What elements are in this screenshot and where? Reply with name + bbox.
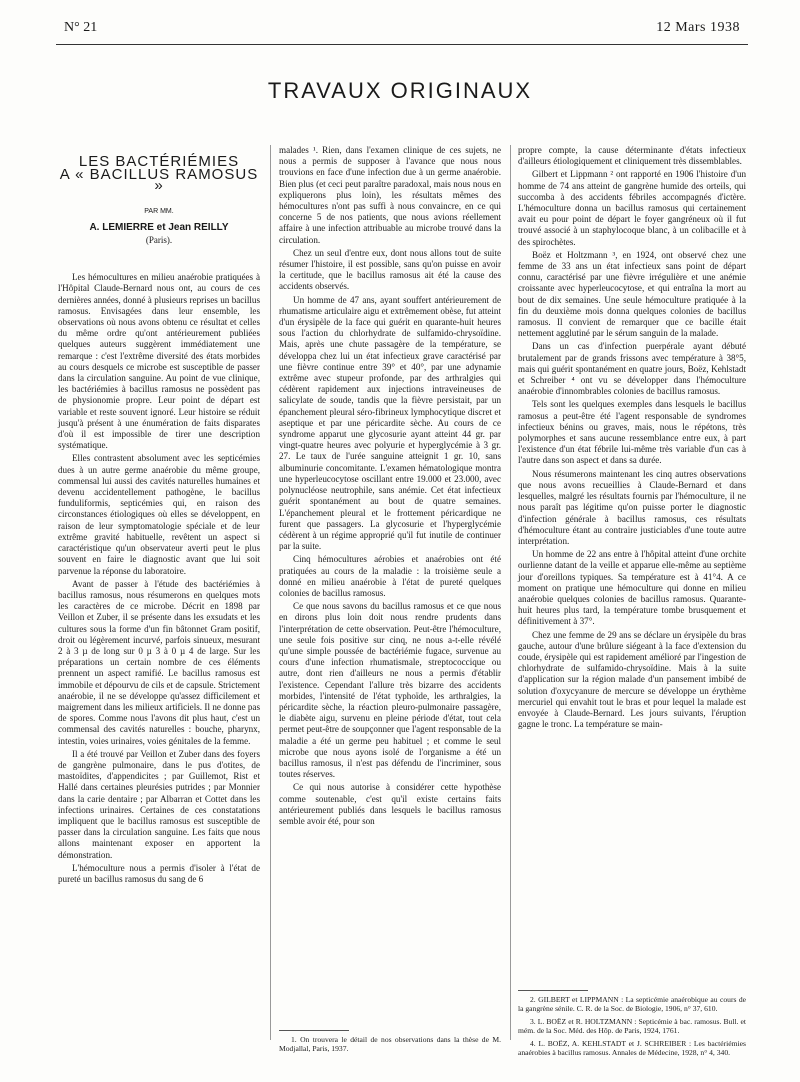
paragraph: Ce qui nous autorise à considérer cette hypothèse comme soutenable, c'est qu'il existe certains faits antérieurement publiés dans lesquels le bacillus ramosus semble avoir été, pour son	[279, 782, 501, 826]
header-rule	[56, 44, 748, 45]
article-heading	[58, 153, 260, 246]
column-3	[518, 145, 746, 732]
paragraph: propre compte, la cause déterminante d'états infectieux d'ailleurs étiologiquement et cliniquement très dissemblables.	[518, 145, 746, 167]
column-divider	[270, 145, 271, 1040]
footnotes-column-3	[518, 982, 746, 1060]
footnote-rule	[279, 1030, 349, 1031]
column-2	[279, 145, 501, 829]
case-summary: Un homme de 47 ans, ayant souffert antérieurement de rhumatisme articulaire aigu et extrêmement obèse, fut atteint d'un érysipèle de la face qui guérit en quarante-huit heures sous l'action du chlorhydrate de sulfamido-chrysoïdine. Mais, après une chute passagère de la température, se développa chez lui un état infectieux grave caractérisé par une fièvre continue entre 39° et 40°, par une adynamie extrême avec stupeur profonde, par des arthralgies qui cédèrent rapidement aux injections intraveineuses de salicylate de soude, tandis que la fièvre persistait, par un épanchement pleural séro-fibrineux lymphocytique discret et aseptique et par une péricardite sèche. Au cours de ce syndrome apparut une glycosurie ayant atteint 44 gr. par vingt-quatre heures avec polyurie et hyperglycémie à 3 gr. 27. Le taux de l'urée sanguine atteignit 1 gr. 10, sans albuminurie concomitante. L'examen hématologique montra une hyperleucocytose oscillant entre 19.000 et 23.000, avec polynucléose neutrophile, sans anémie. Cet état infectieux guérit spontanément au bout de quatre semaines. L'épanchement pleural et le frottement péricardique ne furent que passagers. La glycosurie et l'hyperglycémie cédèrent à un régime approprié qu'il fut inutile de continuer par la suite.	[279, 294, 501, 552]
paragraph: Avant de passer à l'étude des bactériémies à bacillus ramosus, nous résumerons en quelques mots les caractères de ce microbe. Décrit en 1898 par Veillon et Zuber, il se présente dans les exsudats et les cultures sous la forme d'un fin bâtonnet Gram positif, droit ou légèrement incurvé, parfois sinueux, mesurant 2 à 3 µ de long sur 0 µ 3 à 0 µ 4 de large. Sur les préparations un certain nombre de ces éléments prennent un aspect ramifié. Le bacillus ramosus est immobile et dépourvu de cils et de capsule. Strictement anaérobie, il ne se développe qu'assez difficilement et maigrement dans les milieux artificiels. Il ne donne pas de spores. Comme nous l'avons dit plus haut, c'est un commensal des cavités naturelles : bouche, pharynx, intestin, voies urinaires, voies génitales de la femme.	[58, 578, 260, 746]
footnote: 4. L. BOËZ, A. KEHLSTADT et J. SCHREIBER : Les bactériémies anaérobies à bacillus ramosus. Annales de Médecine, 1928, n° 4, 340.	[518, 1038, 746, 1058]
footnote: 3. L. BOËZ et R. HOLTZMANN : Septicémie à bac. ramosus. Bull. et mém. de la Soc. Méd. des Hôp. de Paris, 1924, 1761.	[518, 1016, 746, 1036]
case-summary: Un homme de 22 ans entre à l'hôpital atteint d'une orchite ourlienne datant de la veille et apparue elle-même au septième jour d'oreillons typiques. Sa température est à 41°4. A ce moment on pratique une hémoculture qui donne en milieu anaérobie quelques colonies de bacillus ramosus. Quarante-huit heures plus tard, la température tombe brusquement et définitivement à 37°.	[518, 549, 746, 627]
article-title-line2: A « BACILLUS RAMOSUS »	[59, 166, 259, 195]
paragraph: Chez un seul d'entre eux, dont nous allons tout de suite résumer l'histoire, il est possible, sans qu'on puisse en avoir la certitude, que le bacillus ramosus ait été la cause des accidents observés.	[279, 247, 501, 292]
case-summary: Chez une femme de 29 ans se déclare un érysipèle du bras gauche, autour d'une brûlure siégeant à la face d'extension du coude, érysipèle qui est rapidement amélioré par l'ingestion de chlorhydrate de sulfamido-chrysoïdine. Mais à la suite d'application sur la région malade d'un pansement imbibé de solution d'oxycyanure de mercure se développe un érythème mercuriel qui envahit tout le bras et pour lequel la malade est envoyée à Claude-Bernard. Les jours suivants, l'éruption gagne le tronc. La température se main-	[518, 629, 746, 730]
paragraph: Ce que nous savons du bacillus ramosus et ce que nous en dirons plus loin doit nous rendre prudents dans l'interprétation de cette observation. Peut-être l'hémoculture, une seule fois positive sur cinq, ne nous a-t-elle révélé qu'une simple poussée de bactériémie fugace, survenue au cours d'une infection rhumatismale, streptococcique ou autre, dont rien d'ailleurs ne nous a permis d'établir l'existence. Cependant l'allure très bizarre des accidents morbides, l'intensité de l'état typhoïde, les arthralgies, la péricardite sèche, la réaction pleuro-pulmonaire passagère, le diabète aigu, survenu en pleine période d'état, tout cela permet peut-être de soupçonner que l'agent responsable de la maladie a été un germe peu habituel ; et comme le seul microbe que nous ayons isolé de l'organisme a été un bacillus ramosus, il n'est pas défendu de l'incriminer, sous toutes réserves.	[279, 601, 501, 780]
paragraph: L'hémoculture nous a permis d'isoler à l'état de pureté un bacillus ramosus du sang de 6	[58, 862, 260, 884]
column-1	[58, 150, 260, 887]
footnote: 1. On trouvera le détail de nos observations dans la thèse de M. Modjallal, Paris, 1937.	[279, 1035, 501, 1054]
section-title: TRAVAUX ORIGINAUX	[267, 78, 533, 103]
article-city: (Paris).	[145, 235, 173, 246]
byline-par: PAR MM.	[144, 207, 174, 215]
issue-date: 12 Mars 1938	[656, 20, 740, 35]
paragraph: malades ¹. Rien, dans l'examen clinique de ces sujets, ne nous a permis de supposer à l'avance que nous nous trouvions en face d'une infection due à un germe anaérobie. Bien plus (et ceci peut paraître paradoxal, mais nous nous en expliquerons plus loin), les résultats mêmes des hémocultures n'ont pas suffi à nous convaincre, en ce qui concerne 5 de nos patients, que nous avions réellement affaire à une infection attribuable au microbe trouvé dans la circulation.	[279, 145, 501, 245]
issue-number: N° 21	[64, 20, 98, 35]
paragraph: Cinq hémocultures aérobies et anaérobies ont été pratiquées au cours de la maladie : la troisième seule a donné en milieu anaérobie à l'état de pureté quelques colonies de bacillus ramosus.	[279, 554, 501, 598]
footnotes-column-2	[279, 1022, 501, 1057]
paragraph: Boëz et Holtzmann ³, en 1924, ont observé chez une femme de 33 ans un état infectieux sans point de départ connu, caractérisé par une fièvre irrégulière et une anémie croissante avec hyperleucocytose, et qui entraîna la mort au bout de dix semaines. Une seule hémoculture pratiquée à la fin du deuxième mois donna quelques colonies de bacillus ramosus. Il convient de remarquer que ce bacille était nettement agglutiné par le sérum sanguin de la malade.	[518, 249, 746, 339]
footnote: 2. GILBERT et LIPPMANN : La septicémie anaérobique au cours de la gangrène sénile. C. R. de la Soc. de Biologie, 1906, n° 37, 610.	[518, 995, 746, 1014]
paragraph: Gilbert et Lippmann ² ont rapporté en 1906 l'histoire d'un homme de 74 ans atteint de gangrène humide des orteils, qui succomba à des accidents fébriles accompagnés d'ictère. L'hémoculture donna un bacillus ramosus qui certainement avait eu pour point de départ le foyer gangréneux où il fut trouvé associé à un staphylocoque blanc, à un colibacille et à des spirochètes.	[518, 169, 746, 247]
footnote-rule	[518, 990, 588, 991]
article-title-line1: LES BACTÉRIÉMIES	[78, 153, 240, 170]
paragraph: Tels sont les quelques exemples dans lesquels le bacillus ramosus a peut-être été l'agent responsable de syndromes infectieux bénins ou graves, mais, nous le répétons, très polymorphes et sans aucune ressemblance entre eux, à part l'existence d'un état fébrile lui-même très variable d'un cas à l'autre dans son aspect et dans sa durée.	[518, 399, 746, 466]
paragraph: Il a été trouvé par Veillon et Zuber dans des foyers de gangrène pulmonaire, dans le pus d'otites, de mastoïdites, d'appendicites ; par Guillemot, Rist et Hallé dans certaines pleurésies putrides ; par Monnier dans la carie dentaire ; par Albarran et Cottet dans les infections urinaires. Certaines de ces constatations impliquent que le bacillus ramosus est susceptible de passer dans la circulation sanguine. Les faits que nous allons maintenant exposer en apportent la démonstration.	[58, 748, 260, 860]
paragraph: Dans un cas d'infection puerpérale ayant débuté brutalement par de grands frissons avec température à 38°5, mais qui guérit spontanément en quatre jours, Boëz, Kehlstadt et Schreiber ⁴ ont vu se développer dans l'hémoculture anaérobie d'innombrables colonies de bacillus ramosus.	[518, 341, 746, 397]
article-authors: A. LEMIERRE et Jean REILLY	[89, 221, 229, 233]
paragraph: Elles contrastent absolument avec les septicémies dues à un autre germe anaérobie du même groupe, commensal lui aussi des cavités naturelles humaines et devenu accidentellement pathogène, le bacillus funduliformis, septicémies qui, en raison des circonstances étiologiques où elles se développent, en raison de leur symptomatologie spéciale et de leur extrême gravité habituelle, revêtent un aspect si caractéristique qu'un observateur averti peut le plus souvent en faire le diagnostic avant que lui soit parvenue la réponse du laboratoire.	[58, 453, 260, 576]
paragraph: Les hémocultures en milieu anaérobie pratiquées à l'Hôpital Claude-Bernard nous ont, au cours de ces dernières années, donné à plusieurs reprises un bacillus ramosus. Envisagées dans leur ensemble, les observations où nous avons obtenu ce résultat et celles du même ordre qu'ont antérieurement publiées quelques auteurs suggèrent immédiatement une remarque : c'est l'extrême diversité des états morbides au cours desquels ce microbe est susceptible de passer dans la circulation sanguine. Au point de vue clinique, les bactériémies à bacillus ramosus ne possèdent pas de physionomie propre. Leur point de départ est variable et reste souvent ignoré. Leur histoire se réduit jusqu'à présent à une énumération de faits disparates d'où il est impossible de tirer une description systématique.	[58, 272, 260, 451]
column-divider	[510, 145, 511, 1040]
paragraph: Nous résumerons maintenant les cinq autres observations que nous avons recueillies à Claude-Bernard et dans lesquelles, malgré les résultats fournis par l'hémoculture, il ne nous paraît pas légitime qu'on puisse porter le diagnostic d'infection générale à bacillus ramosus, ces résultats d'hémoculture étant au contraire justiciables d'une toute autre interprétation.	[518, 468, 746, 546]
